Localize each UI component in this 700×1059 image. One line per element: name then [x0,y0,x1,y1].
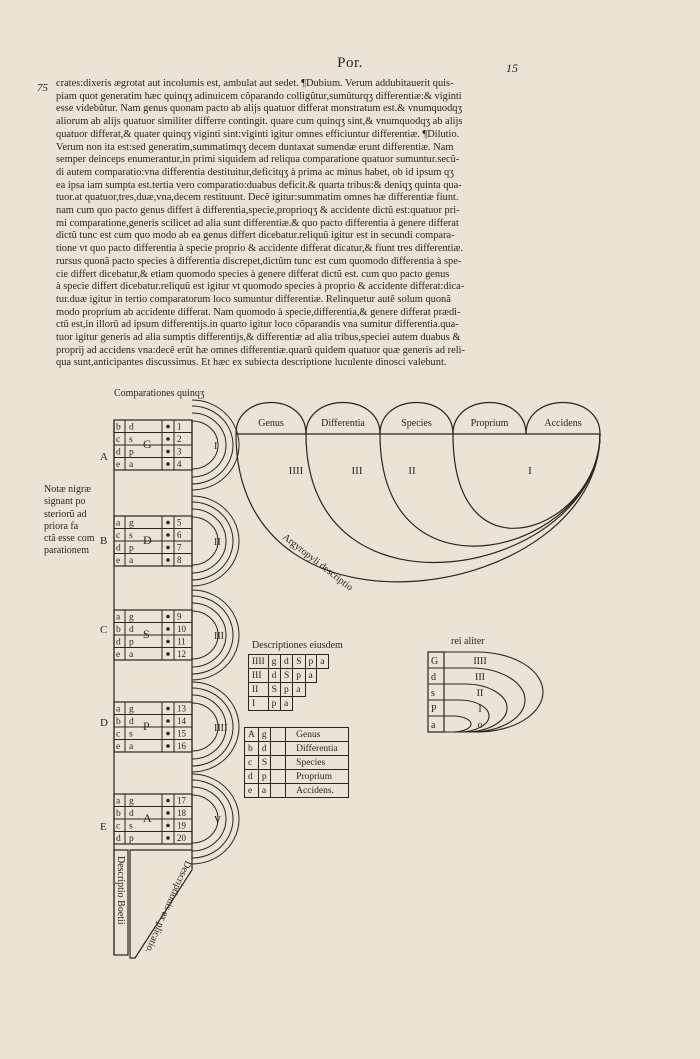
row-number: 16 [177,741,186,751]
legend-name: Species [286,756,349,770]
row-number: 11 [177,636,186,647]
row-letter: s [129,821,133,832]
row-letter: b [116,422,121,433]
body-line: di autem comparatio:vna differentia destituitur,deficitqʒ à prima ac minus habet, ob id ipsum qʒ [56,166,454,178]
description-cell: a [280,697,292,711]
legend-name: Genus [286,728,349,742]
legend-letter: e [245,784,259,798]
row-number: 15 [177,728,186,739]
alt-roman: o [477,720,483,731]
row-number: 20 [177,833,186,843]
alt-arc [444,652,543,732]
alt-roman: III [475,672,485,683]
body-line: tur.duæ igitur in tertio comparatorum loco sumuntur differentiæ. Relinquetur autẽ solum quonã [56,293,451,305]
alt-roman: I [478,704,482,715]
body-line: nam cum quo pacto genus differt à differentia,specie,proprioqʒ & accidente dictũ est:quatuor pri- [56,205,460,217]
folio-number: 15 [506,61,518,75]
legend-letter: c [245,756,259,770]
header-label: Proprium [470,418,509,429]
arc-caption: Argyropyli descriptio [280,531,355,594]
body-line: tuor.at quatuor,tres,duæ,vna,decem restituunt. Decẽ igitur:summatim omnes hæ differentiæ fiunt. [56,192,459,204]
row-number: 12 [177,649,186,659]
note-line: Notæ nigræ [44,484,91,495]
row-letter: e [116,556,121,566]
body-line: rursus quonã pacto species à differentia discrepet,dictũm tunc est cum quomodo differentia à spe- [56,255,462,267]
legend-abbrev: d [258,742,270,756]
description-cell: a [317,655,328,669]
row-letter: c [116,729,121,740]
row-letter: c [116,821,121,832]
row-letter: g [129,796,134,807]
row-number: 18 [177,808,186,818]
description-cell: I [249,697,269,711]
row-letter: e [116,460,121,470]
row-letter: p [129,834,134,844]
group-roman: I [214,441,218,452]
row-letter: c [116,435,121,445]
alt-letter: a [431,720,436,731]
row-letter: a [116,704,121,715]
body-line: Verum non ita est:sed generatim,summatimqʒ decem duntaxat sumendæ erunt differentiæ. Nam [56,141,454,153]
row-number: 8 [177,555,182,565]
body-line: tione vt quo pacto differentia à specie proprio & accidente differat dicatur,& fiunt tres differentiæ. [56,243,463,255]
row-number: 2 [177,434,182,444]
row-letter: s [129,729,133,740]
row-letter: p [129,447,134,458]
description-cell: d [280,655,292,669]
alt-letter: P [431,704,437,715]
group-letter: A [100,451,108,463]
group-roman: IIII [214,723,228,734]
body-line: semper deinceps enumerantur,in primi siquidem ad reliqua comparatione quatuor sumuntur.secũ- [56,154,460,166]
running-head: Por. [337,55,363,71]
body-line: cie differt dicebatur,& etiam quomodo species à genere differat dictũ est. cum quo pacto genus [56,268,450,280]
row-letter: a [129,556,134,566]
row-letter: a [129,460,134,470]
group-center: D [143,533,152,547]
legend-name: Proprium [286,770,349,784]
row-letter: d [129,422,134,433]
body-line: à specie differt dicebatur.reliquũ est igitur vt quomodo species à proprio & accidente differat:dica- [56,281,465,293]
body-line: crates:dixeris ægrotat aut incolumis est, ambulat aut sedet. ¶Dubium. Verum addubitauerit quis- [56,78,454,89]
note-line: signant po [44,496,86,508]
body-line: mi comparatione,generis scilicet ad alia sunt differentiæ.& quo pacto differentia à genere differat [56,217,459,229]
row-number: 5 [177,517,182,528]
description-cell: S [268,683,280,697]
body-line: qua sunt,anticipantes discussimus. Et hæc ex subiecta descriptione luculente dinosci valebunt. [56,357,447,369]
row-letter: d [129,625,134,635]
margin-number: 75 [37,82,48,94]
description-cell: g [268,655,280,669]
legend-letter: d [245,770,259,784]
description-cell: a [305,669,317,683]
legend-abbrev: p [258,770,270,784]
row-letter: d [129,717,134,727]
legend-letter: A [245,728,259,742]
row-letter: a [116,796,121,807]
row-number: 14 [177,716,186,726]
group-letter: D [100,717,108,729]
row-letter: a [116,518,121,529]
row-number: 13 [177,703,186,714]
legend-abbrev: g [258,728,270,742]
header-label: Accidens [544,418,582,429]
row-letter: e [116,650,121,660]
row-number: 1 [177,421,182,432]
row-letter: p [129,543,134,554]
row-letter: g [129,612,134,623]
group-roman: III [214,631,224,642]
row-number: 17 [177,795,186,806]
description-cell: S [293,655,305,669]
description-cell: S [280,669,292,683]
arc-roman: II [408,465,416,477]
body-line: dictũ tunc est cum quo modo ab ea genus differt dicebatur.reliquũ igitur est in secundi compara- [56,230,455,242]
description-cell: IIII [249,655,269,669]
legend-abbrev: a [258,784,270,798]
row-letter: g [129,704,134,715]
legend-letter: b [245,742,259,756]
row-letter: e [116,742,121,752]
group-center: S [143,627,150,641]
row-letter: d [116,543,121,554]
row-letter: c [116,531,121,541]
note-line: priora fa [44,520,79,532]
row-letter: p [129,637,134,648]
row-letter: b [116,625,121,635]
description-cell: II [249,683,269,697]
row-number: 3 [177,446,182,457]
header-label: Differentia [321,418,365,429]
alt-letter: G [431,656,439,667]
row-number: 9 [177,611,182,622]
alt-diagram-title: rei aliter [451,636,485,647]
row-number: 6 [177,530,182,540]
header-label: Species [401,418,432,429]
group-roman: V [214,815,222,826]
arc-roman: IIII [288,465,304,477]
row-number: 19 [177,820,186,831]
alt-arc [444,684,507,732]
body-line: quatuor differat,& quater quinqʒ viginti sint:viginti igitur omnes efficiuntur differentiæ. ¶Dilutio. [56,128,460,140]
comparisons-title: Comparationes quinqʒ [114,388,205,399]
body-line: aliorum ab alijs quatuor similiter differre contingit. quare cum quinqʒ sint,& vnumquodqʒ ab alijs [56,116,463,128]
body-line: piam quot generatim hæc quinqʒ adinuicem cõparando colligũtur,sumũturqʒ differentiæ:& viginti [56,90,462,102]
body-line: proprij ad accidens vna:decẽ erũt hæ omnes differentiæ.quarũ quidem quatuor quæ generis ad reli- [56,344,465,356]
body-line: esse videbũtur. Nam genus quonam pacto ab alijs quatuor differat monstratum est.& vnumquodqʒ [56,103,463,115]
legend-abbrev: S [258,756,270,770]
body-line: tuor igitur generis ad alia sumptis differentijs,& differentiæ ad alia tribus,speciei autem duabus & [56,332,461,344]
description-cell: p [305,655,317,669]
body-line: modo proprium ab accidente differat. Nam quomodo à specie,differentia,& genere differat prædi- [56,306,461,318]
row-letter: d [116,637,121,648]
description-cell: p [280,683,292,697]
header-label: Genus [258,418,284,429]
row-letter: a [129,742,134,752]
body-line: ctũ est,in illorũ ad ipsum differentijs.in quarto igitur loco cõparandis vna sumitur differentia.qua- [56,319,459,331]
descriptions-title: Descriptiones eiusdem [252,640,343,651]
alt-roman: II [476,688,484,699]
bottom-left-caption: Descriptio Boetii [115,856,126,925]
alt-letter: s [431,688,435,699]
arc-roman: I [528,465,532,477]
group-center: P [143,719,150,733]
row-letter: s [129,531,133,541]
group-letter: B [100,535,108,547]
row-number: 4 [177,459,182,469]
row-letter: s [129,435,133,445]
row-letter: a [129,650,134,660]
row-number: 7 [177,542,182,553]
note-line: ctã esse com [44,533,95,545]
description-cell: d [268,669,280,683]
alt-letter: d [431,672,436,683]
row-letter: d [129,809,134,819]
alt-arc [444,716,471,732]
description-cell: p [268,697,280,711]
group-roman: II [214,537,221,548]
group-letter: C [100,624,108,636]
arc-roman: III [351,465,363,477]
row-letter: b [116,809,121,819]
group-center: G [143,437,152,451]
legend-name: Differentia [286,742,349,756]
alt-roman: IIII [473,656,487,667]
row-letter: d [116,447,121,458]
group-center: A [143,811,152,825]
row-number: 10 [177,624,186,634]
legend-name: Accidens. [286,784,349,798]
description-cell: a [293,683,305,697]
row-letter: a [116,612,121,623]
row-letter: d [116,834,121,844]
bottom-right-caption: Descriptionis ex plicatio. [142,858,194,955]
description-cell: III [249,669,269,683]
group-letter: E [100,821,107,833]
row-letter: g [129,518,134,529]
row-letter: b [116,717,121,727]
body-line: ea ipsa iam sumpta est.tertia vero comparatio:duabus deficit.& quarta tribus:& deniqʒ quinta qua- [56,179,462,191]
note-line: parationem [44,545,89,557]
note-line: steriorũ ad [44,508,87,520]
description-cell: p [293,669,305,683]
